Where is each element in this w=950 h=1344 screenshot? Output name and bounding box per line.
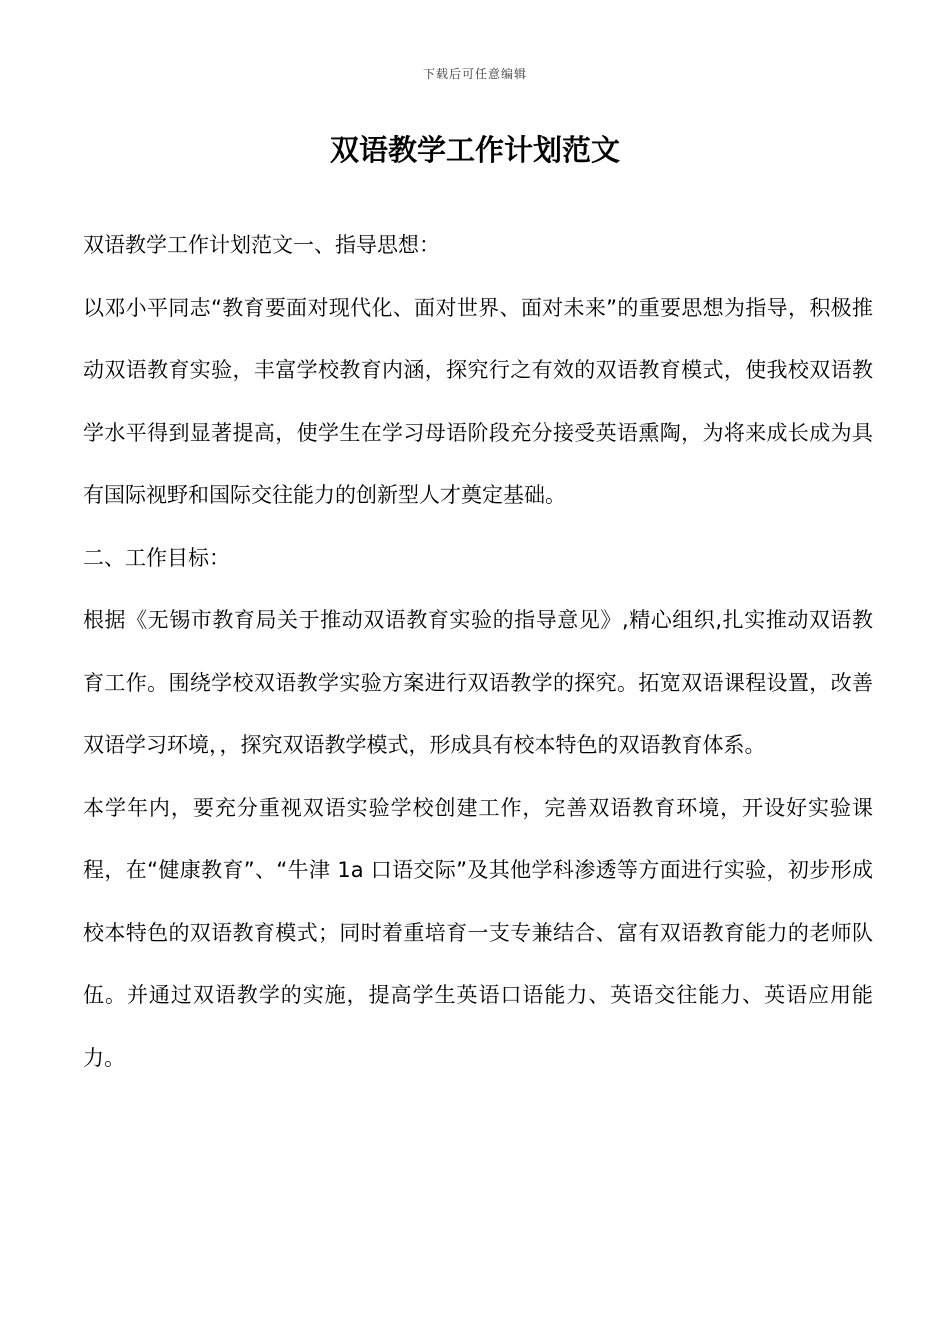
document-title: 双语教学工作计划范文 [329, 133, 620, 167]
document-body [83, 214, 873, 1089]
paragraph-guiding-heading: 双语教学工作计划范文一、指导思想： [83, 233, 440, 257]
paragraph-goals-yearly: 本学年内，要充分重视双语实验学校创建工作，完善双语教育环境，开设好实验课程，在“健康教育”、“牛津 1a 口语交际”及其他学科渗透等方面进行实验，初步形成校本特色的双语教育模式；同时着重培育一支专兼结合、富有双语教育能力的老师队伍。并通过双语教学的实施，提高学生英语口语能力、英语交往能力、英语应用能力。 [83, 795, 873, 1070]
paragraph-guiding-thought: 以邓小平同志“教育要面对现代化、面对世界、面对未来”的重要思想为指导，积极推动双语教育实验，丰富学校教育内涵，探究行之有效的双语教育模式，使我校双语教学水平得到显著提高，使学生在学习母语阶段充分接受英语熏陶，为将来成长成为具有国际视野和国际交往能力的创新型人才奠定基础。 [83, 295, 873, 507]
header-note: 下载后可任意编辑 [422, 67, 527, 81]
paragraph-goals-basis: 根据《无锡市教育局关于推动双语教育实验的指导意见》,精心组织,扎实推动双语教育工作。围绕学校双语教学实验方案进行双语教学的探究。拓宽双语课程设置，改善双语学习环境，，探究双语教学模式，形成具有校本特色的双语教育体系。 [83, 608, 873, 757]
paragraph-goals-heading: 二、工作目标： [83, 545, 230, 570]
